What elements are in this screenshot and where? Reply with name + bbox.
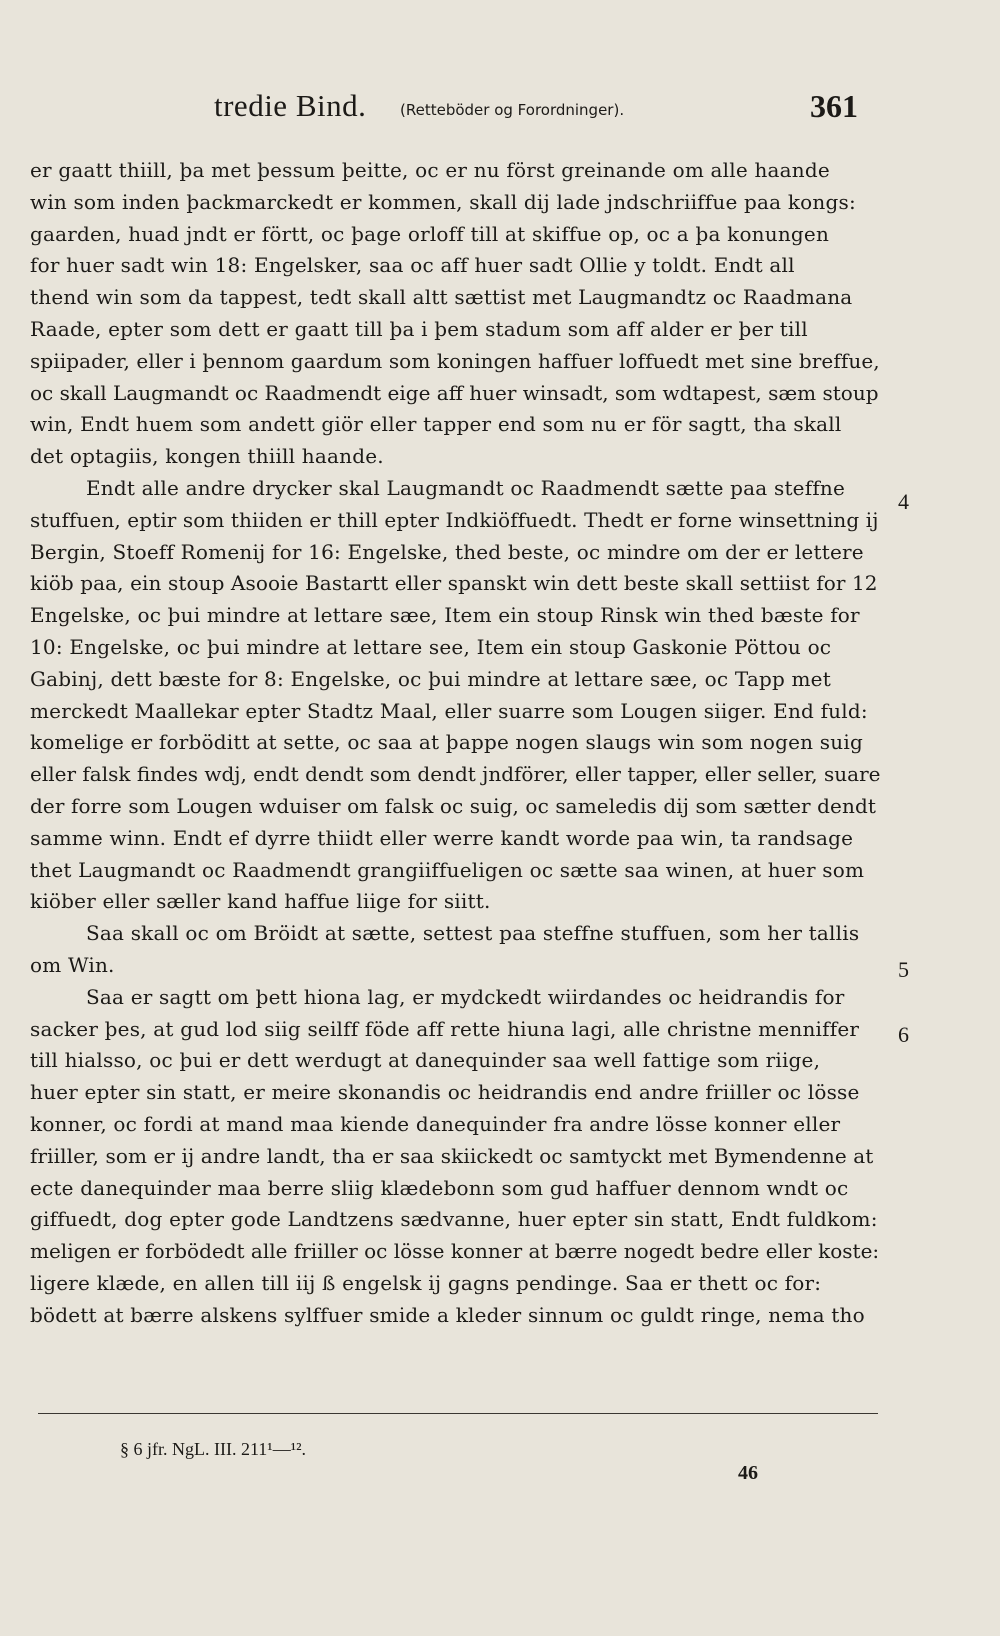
text-line: spiipader, eller i þennom gaardum som koningen haffuer loffuedt met sine breffue, [30, 348, 880, 373]
text-line: Bergin, Stoeff Romenij for 16: Engelske, thed beste, oc mindre om der er lettere [30, 539, 864, 564]
running-header [0, 86, 1000, 136]
text-line: der forre som Lougen wduiser om falsk oc suig, oc sameledis dij som sætter dendt [30, 793, 876, 818]
text-line: giffuedt, dog epter gode Landtzens sædvanne, huer epter sin statt, Endt fuldkom: [30, 1207, 878, 1232]
header-title: tredie Bind. [214, 88, 367, 123]
text-line: konner, oc fordi at mand maa kiende danequinder fra andre lösse konner eller [30, 1111, 841, 1136]
text-line: sacker þes, at gud lod siig seilff föde aff rette hiuna lagi, alle christne menniffer [30, 1016, 860, 1041]
text-line: Engelske, oc þui mindre at lettare sæe, Item ein stoup Rinsk win thed bæste for [30, 603, 860, 628]
page-number: 361 [810, 88, 858, 124]
text-line: thet Laugmandt oc Raadmendt grangiiffueligen oc sætte saa winen, at huer som [30, 857, 865, 882]
text-line: bödett at bærre alskens sylffuer smide a kleder sinnum oc guldt ringe, nema tho [30, 1302, 865, 1327]
margin-section-number: 6 [898, 1022, 909, 1047]
text-line: stuffuen, eptir som thiiden er thill epter Indkiöffuedt. Thedt er forne winsettning ij [30, 507, 879, 532]
margin-section-number: 5 [898, 957, 909, 982]
text-line: Endt alle andre drycker skal Laugmandt oc Raadmendt sætte paa steffne [86, 475, 846, 500]
text-line: ecte danequinder maa berre sliig klædebonn som gud haffuer dennom wndt oc [30, 1175, 849, 1200]
text-line: till hialsso, oc þui er dett werdugt at danequinder saa well fattige som riige, [30, 1048, 821, 1073]
text-line: Raade, epter som dett er gaatt till þa i þem stadum som aff alder er þer till [30, 316, 808, 341]
text-line: oc skall Laugmandt oc Raadmendt eige aff huer winsadt, som wdtapest, sæm stoup [30, 380, 879, 405]
text-line: 10: Engelske, oc þui mindre at lettare see, Item ein stoup Gaskonie Pöttou oc [30, 634, 832, 659]
body-text [30, 155, 880, 1331]
text-line: komelige er forböditt at sette, oc saa at þappe nogen slaugs win som nogen suig [30, 730, 863, 755]
sheet-signature: 46 [738, 1462, 758, 1484]
footnote-divider [38, 1413, 878, 1414]
text-line: win, Endt huem som andett giör eller tapper end som nu er för sagtt, tha skall [30, 412, 842, 437]
margin-section-number: 4 [898, 489, 909, 514]
text-line: Gabinj, dett bæste for 8: Engelske, oc þui mindre at lettare sæe, oc Tapp met [30, 666, 831, 691]
text-line: ligere klæde, en allen till iij ß engelsk ij gagns pendinge. Saa er thett oc for: [30, 1270, 822, 1295]
text-line: Saa skall oc om Bröidt at sætte, settest paa steffne stuffuen, som her tallis [86, 921, 860, 946]
text-line: thend win som da tappest, tedt skall altt sættist met Laugmandtz oc Raadmana [30, 285, 853, 310]
text-line: friiller, som er ij andre landt, tha er saa skiickedt oc samtyckt met Bymendenne at [30, 1143, 874, 1168]
text-line: er gaatt thiill, þa met þessum þeitte, oc er nu först greinande om alle haande [30, 158, 830, 182]
text-line: det optagiis, kongen thiill haande. [30, 444, 384, 469]
text-line: kiöber eller sæller kand haffue liige for siitt. [30, 889, 491, 914]
text-line: samme winn. Endt ef dyrre thiidt eller werre kandt worde paa win, ta randsage [30, 825, 854, 850]
footnote: § 6 jfr. NgL. III. 211¹—¹². [120, 1439, 306, 1459]
text-line: eller falsk findes wdj, endt dendt som dendt jndförer, eller tapper, eller seller, suare [30, 762, 880, 787]
text-line: Saa er sagtt om þett hiona lag, er mydckedt wiirdandes oc heidrandis for [86, 984, 845, 1009]
text-line: kiöb paa, ein stoup Asooie Bastartt eller spanskt win dett beste skall settiist for 12 [30, 571, 878, 596]
text-line: om Win. [30, 952, 115, 977]
text-line: merckedt Maallekar epter Stadtz Maal, eller suarre som Lougen siiger. End fuld: [30, 698, 868, 723]
text-line: meligen er forbödedt alle friiller oc lösse konner at bærre nogedt bedre eller koste: [30, 1239, 880, 1264]
text-line: huer epter sin statt, er meire skonandis oc heidrandis end andre friiller oc lösse [30, 1080, 860, 1105]
text-line: for huer sadt win 18: Engelsker, saa oc aff huer sadt Ollie y toldt. Endt all [30, 253, 795, 278]
text-line: win som inden þackmarckedt er kommen, skall dij lade jndschriiffue paa kongs: [30, 189, 856, 214]
text-line: gaarden, huad jndt er förtt, oc þage orloff till at skiffue op, oc a þa konungen [30, 221, 830, 246]
header-subtitle: (Retteböder og Forordninger). [400, 101, 625, 119]
